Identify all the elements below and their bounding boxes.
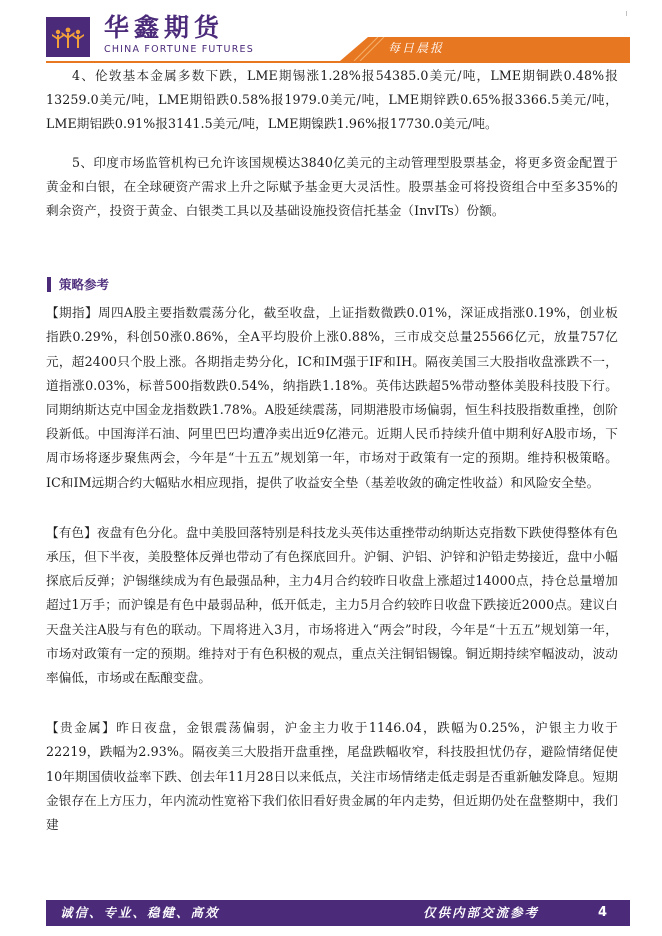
report-content <box>46 64 618 837</box>
strategy-text: 昨日夜盘，金银震荡偏弱，沪金主力收于1146.04，跌幅为0.25%，沪银主力收于22219，跌幅为2.93%。隔夜美三大股指开盘重挫，尾盘跌幅收窄，科技股担忧仍存，避险情绪促使10年期国债收益率下跌、创去年11月28日以来低点，关注市场情绪走低走弱是否重新触发降息。短期金银存在上方压力，年内流动性宽裕下我们依旧看好贵金属的年内走势，但近期仍处在盘整期中，我们建 <box>46 720 619 833</box>
brand-name-cn: 华鑫期货 <box>104 13 225 42</box>
brand-name-en: CHINA FORTUNE FUTURES <box>104 44 254 55</box>
strategy-tag: 【有色】 <box>46 524 97 540</box>
section-title: 策略参考 <box>59 277 110 293</box>
section-header-strategy <box>46 273 618 295</box>
news-item-4: 4、伦敦基本金属多数下跌，LME期锡涨1.28%报54385.0美元/吨，LME期铜跌0.48%报13259.0美元/吨，LME期铅跌0.58%报1979.0美元/吨，LME期锌跌0.65%报3366.5美元/吨，LME期铝跌0.91%报3141.5美元/吨，LME期镍跌1.96%报17730.0美元/吨。 <box>46 68 618 132</box>
strategy-tag: 【贵金属】 <box>46 720 117 736</box>
strategy-tag: 【期指】 <box>46 305 99 321</box>
strategy-text: 夜盘有色分化。盘中美股回落特别是科技龙头英伟达重挫带动纳斯达克指数下跌使得整体有色承压，但下半夜，美股整体反弹也带动了有色探底回升。沪铜、沪铝、沪锌和沪铅走势接近，盘中小幅探底后反弹；沪锡继续成为有色最强品种，主力4月合约较昨日收盘上涨超过14000点，持仓总量增加超过1万手；而沪镍是有色中最弱品种，低开低走，主力5月合约较昨日收盘下跌接近2000点。建议白天盘关注A股与有色的联动。下周将进入3月，市场将进入“两会”时段，今年是“十五五”规划第一年，市场对政策有一定的预期。维持对于有色积极的观点，重点关注铜铝锡镍。铜近期持续窄幅波动，波动率偏低，市场或在酝酿变盘。 <box>46 524 618 686</box>
page-footer <box>46 900 630 926</box>
footer-motto: 诚信、专业、稳健、高效 <box>60 905 220 920</box>
news-item-5: 5、印度市场监管机构已允许该国规模达3840亿美元的主动管理型股票基金，将更多资金配置于黄金和白银，在全球硬资产需求上升之际赋予基金更大灵活性。股票基金可将投资组合中至多35%的剩余资产，投资于黄金、白银类工具以及基础设施投资信托基金（InvITs）份额。 <box>46 154 618 219</box>
header-title-band <box>340 37 630 61</box>
strategy-index-futures <box>46 301 618 495</box>
strategy-text: 周四A股主要指数震荡分化，截至收盘，上证指数微跌0.01%，深证成指涨0.19%，创业板指跌0.29%，科创50涨0.86%，全A平均股价上涨0.88%，三市成交总量25566亿元，放量757亿元，超2400只个股上涨。各期指走势分化，IC和IM强于IF和IH。隔夜美国三大股指收盘涨跌不一，道指涨0.03%，标普500指数跌0.54%，纳指跌1.18%。英伟达跌超5%带动整体美股科技股下行。同期纳斯达克中国金龙指数跌1.78%。A股延续震荡，同期港股市场偏弱，恒生科技股指数重挫，创阶段新低。中国海洋石油、阿里巴巴均遭净卖出近9亿港元。近期人民币持续升值中期利好A股市场，下周市场将逐步聚焦两会，今年是“十五五”规划第一年，市场对于政策有一定的预期。维持积极策略。IC和IM远期合约大幅贴水相应现指，提供了收益安全垫（基差收敛的确定性收益）和风险安全垫。 <box>46 305 619 490</box>
company-logo <box>46 17 90 57</box>
footer-notice: 仅供内部交流参考 <box>423 905 540 920</box>
corner-mark <box>626 11 627 16</box>
report-title: 每日晨报 <box>388 41 445 55</box>
page-number: 4 <box>598 905 608 920</box>
section-bar <box>47 277 51 292</box>
strategy-nonferrous <box>46 521 618 690</box>
page-header <box>0 0 662 62</box>
strategy-precious-metals <box>46 716 618 837</box>
header-divider <box>46 61 630 63</box>
